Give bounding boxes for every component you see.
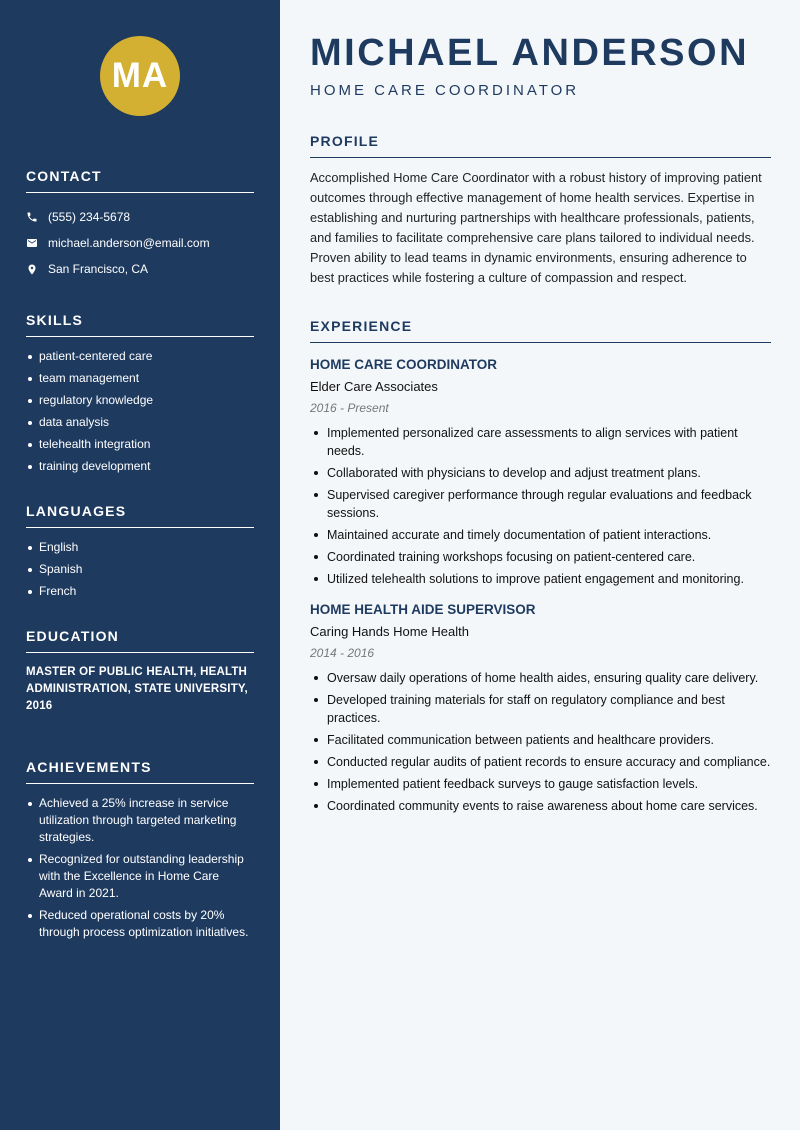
job-title-headline: HOME CARE COORDINATOR <box>310 82 580 99</box>
contact-location <box>26 256 254 282</box>
skills-heading: SKILLS <box>26 312 254 337</box>
job-bullet: Implemented patient feedback surveys to gauge satisfaction levels. <box>310 775 771 793</box>
phone-icon <box>26 211 48 223</box>
job-dates: 2014 - 2016 <box>310 646 375 660</box>
job-bullet: Maintained accurate and timely documentation of patient interactions. <box>310 526 771 544</box>
email-icon <box>26 237 48 249</box>
job-bullet: Implemented personalized care assessments to align services with patient needs. <box>310 424 771 460</box>
job-bullet: Oversaw daily operations of home health aides, ensuring quality care delivery. <box>310 669 771 687</box>
education-entry: MASTER OF PUBLIC HEALTH, HEALTH ADMINISTRATION, STATE UNIVERSITY, 2016 <box>26 666 248 712</box>
job-bullet: Coordinated community events to raise awareness about home care services. <box>310 797 771 815</box>
job-dates: 2016 - Present <box>310 401 389 415</box>
job-bullet: Supervised caregiver performance through regular evaluations and feedback sessions. <box>310 486 771 522</box>
skill-item: telehealth integration <box>26 436 254 453</box>
profile-text: Accomplished Home Care Coordinator with a robust history of improving patient outcomes through effective management of home health services. Expertise in establishing and nurturing partnerships with healthcare professionals, patients, and families to facilitate comprehensive care plans tailored to individual needs. Proven ability to lead teams in dynamic environments, ensuring adherence to best practices while fostering a culture of compassion and respect. <box>310 170 762 285</box>
languages-section <box>26 503 254 600</box>
email-text: michael.anderson@email.com <box>48 236 210 250</box>
contact-section <box>26 168 254 282</box>
skills-section <box>26 312 254 475</box>
phone-text: (555) 234-5678 <box>48 210 131 224</box>
profile-heading: PROFILE <box>310 133 771 158</box>
education-heading: EDUCATION <box>26 628 254 653</box>
skill-item: team management <box>26 370 254 387</box>
main-content <box>280 0 800 1130</box>
job-bullet: Coordinated training workshops focusing on patient-centered care. <box>310 548 771 566</box>
avatar-initials: MA <box>100 36 180 116</box>
job-entry <box>310 602 771 815</box>
experience-heading: EXPERIENCE <box>310 318 771 343</box>
achievements-heading: ACHIEVEMENTS <box>26 759 254 784</box>
job-bullet: Developed training materials for staff on regulatory compliance and best practices. <box>310 691 771 727</box>
achievement-item: Recognized for outstanding leadership with the Excellence in Home Care Award in 2021. <box>26 851 254 902</box>
achievements-list <box>26 795 254 941</box>
achievement-item: Reduced operational costs by 20% through process optimization initiatives. <box>26 907 254 941</box>
job-bullet: Facilitated communication between patients and healthcare providers. <box>310 731 771 749</box>
contact-heading: CONTACT <box>26 168 254 193</box>
experience-section <box>310 318 771 815</box>
achievements-section <box>26 759 254 941</box>
contact-phone <box>26 204 254 230</box>
job-entry <box>310 357 771 588</box>
language-item: Spanish <box>26 561 254 578</box>
job-title: HOME CARE COORDINATOR <box>310 357 498 372</box>
language-item: French <box>26 583 254 600</box>
job-bullet: Conducted regular audits of patient records to ensure accuracy and compliance. <box>310 753 771 771</box>
language-item: English <box>26 539 254 556</box>
skills-list <box>26 348 254 475</box>
location-text: San Francisco, CA <box>48 262 149 276</box>
profile-section <box>310 133 771 288</box>
education-section <box>26 628 254 715</box>
candidate-name: MICHAEL ANDERSON <box>310 32 750 74</box>
languages-list <box>26 539 254 600</box>
sidebar <box>0 0 280 1130</box>
job-bullet: Utilized telehealth solutions to improve patient engagement and monitoring. <box>310 570 771 588</box>
skill-item: training development <box>26 458 254 475</box>
skill-item: data analysis <box>26 414 254 431</box>
location-pin-icon <box>26 263 48 276</box>
job-bullet: Collaborated with physicians to develop and adjust treatment plans. <box>310 464 771 482</box>
contact-email <box>26 230 254 256</box>
job-company: Caring Hands Home Health <box>310 624 469 639</box>
skill-item: patient-centered care <box>26 348 254 365</box>
job-bullets <box>310 669 771 815</box>
job-title: HOME HEALTH AIDE SUPERVISOR <box>310 602 536 617</box>
languages-heading: LANGUAGES <box>26 503 254 528</box>
achievement-item: Achieved a 25% increase in service utilization through targeted marketing strategies. <box>26 795 254 846</box>
job-company: Elder Care Associates <box>310 379 438 394</box>
job-bullets <box>310 424 771 588</box>
skill-item: regulatory knowledge <box>26 392 254 409</box>
